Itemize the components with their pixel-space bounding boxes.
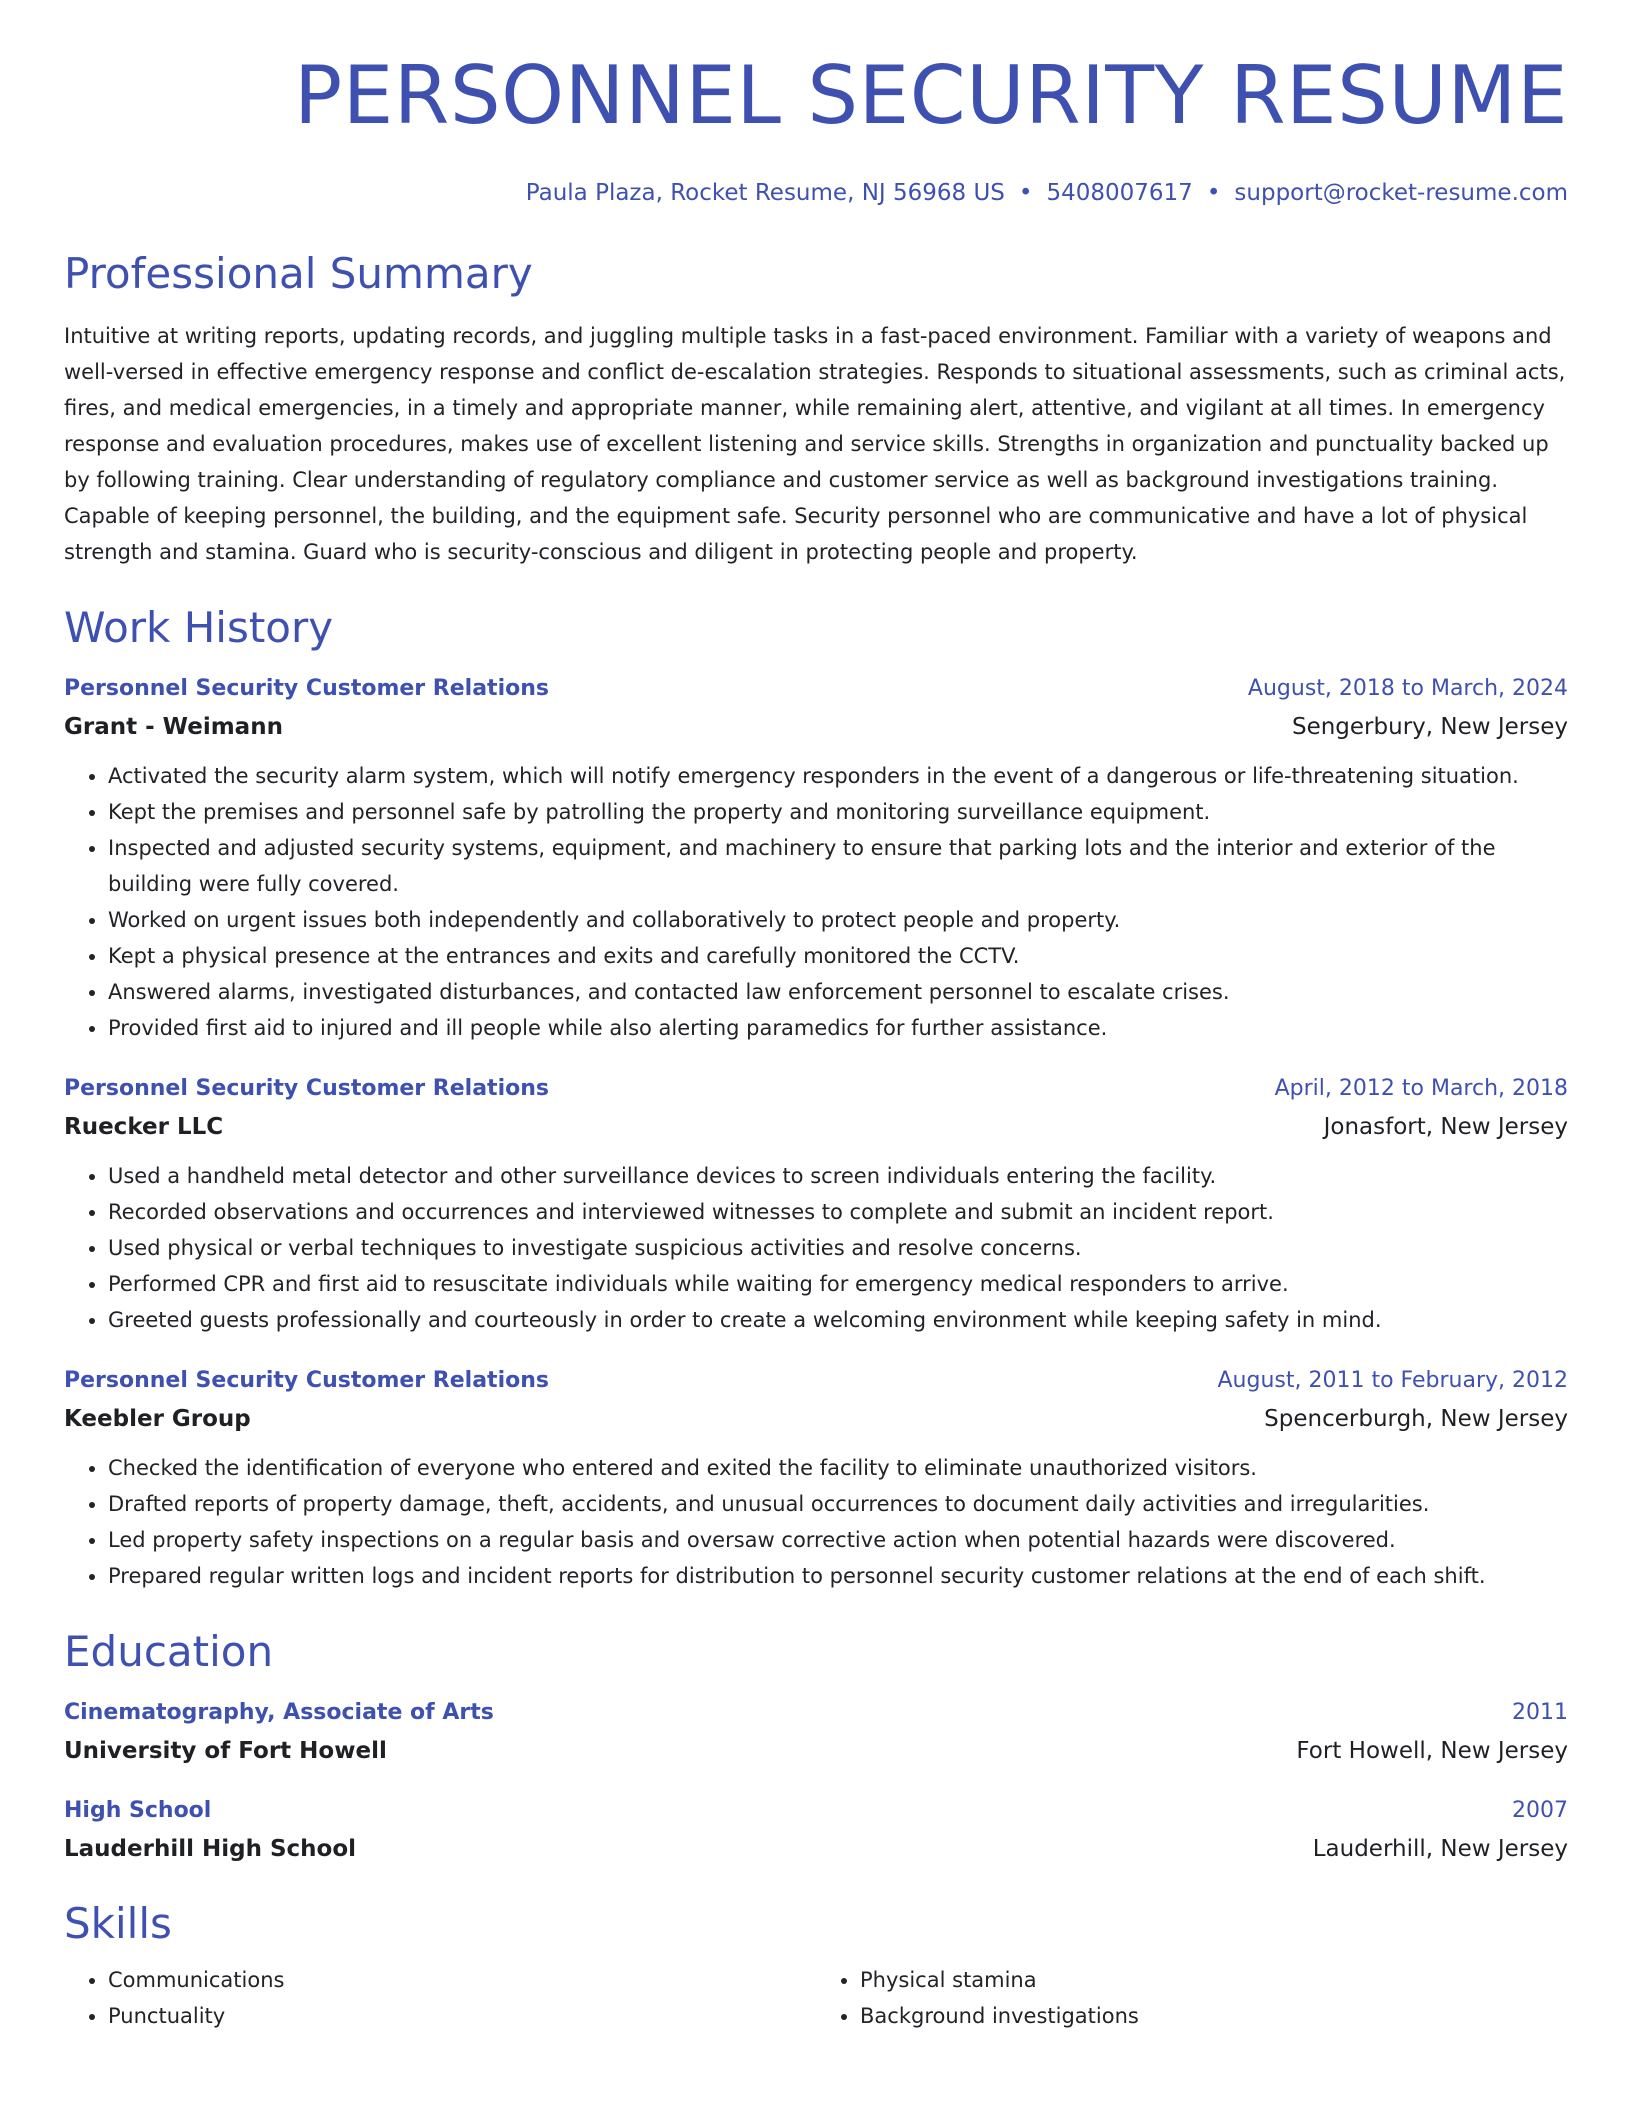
job-bullet: • Answered alarms, investigated disturbances, and contacted law enforcement personnel to escalate crises.: [108, 974, 1568, 1010]
job-bullet: • Recorded observations and occurrences and interviewed witnesses to complete and submit an incident report.: [108, 1194, 1568, 1230]
resume-title: PERSONNEL SECURITY RESUME: [294, 49, 1568, 142]
education-school: Lauderhill High School: [64, 1836, 357, 1862]
skill-item: • Punctuality: [108, 1998, 816, 2034]
education-entry: [64, 1796, 1568, 1866]
contact-phone: 5408007617: [1046, 180, 1193, 206]
job-bullet: • Greeted guests professionally and courteously in order to create a welcoming environment while keeping safety in mind.: [108, 1302, 1568, 1338]
job-entry: [64, 1366, 1568, 1594]
skills-list: [64, 1962, 1568, 2034]
work-history-heading: Work History: [64, 603, 334, 652]
education-year: 2007: [1512, 1798, 1568, 1823]
skills-heading: Skills: [64, 1899, 172, 1948]
job-bullet: • Inspected and adjusted security systems, equipment, and machinery to ensure that parking lots and the interior and exterior of the building were fully covered.: [108, 830, 1568, 902]
education-heading: Education: [64, 1627, 274, 1676]
contact-line: [64, 178, 1568, 208]
job-location: Jonasfort, New Jersey: [1323, 1114, 1568, 1140]
job-bullet: • Worked on urgent issues both independently and collaboratively to protect people and property.: [108, 902, 1568, 938]
job-company: Grant - Weimann: [64, 714, 283, 740]
job-title: Personnel Security Customer Relations: [64, 676, 549, 701]
education-degree: High School: [64, 1798, 212, 1823]
contact-address: Paula Plaza, Rocket Resume, NJ 56968 US: [525, 180, 1005, 206]
job-bullet: • Performed CPR and first aid to resuscitate individuals while waiting for emergency medical responders to arrive.: [108, 1266, 1568, 1302]
job-bullets: [64, 1158, 1568, 1338]
job-bullet: • Checked the identification of everyone who entered and exited the facility to eliminate unauthorized visitors.: [108, 1450, 1568, 1486]
contact-separator: •: [1018, 180, 1033, 206]
skills-column-left: [64, 1962, 816, 2034]
skill-item: • Physical stamina: [860, 1962, 1568, 1998]
contact-separator: •: [1206, 180, 1221, 206]
education-entry: [64, 1698, 1568, 1768]
job-title: Personnel Security Customer Relations: [64, 1368, 549, 1393]
job-location: Sengerbury, New Jersey: [1291, 714, 1568, 740]
job-bullet: • Provided first aid to injured and ill people while also alerting paramedics for further assistance.: [108, 1010, 1568, 1046]
education-location: Lauderhill, New Jersey: [1312, 1836, 1568, 1862]
job-bullets: [64, 758, 1568, 1046]
skill-item: • Communications: [108, 1962, 816, 1998]
education-location: Fort Howell, New Jersey: [1296, 1738, 1568, 1764]
job-dates: April, 2012 to March, 2018: [1274, 1076, 1568, 1101]
summary-heading: Professional Summary: [64, 249, 533, 298]
contact-email: support@rocket-resume.com: [1234, 180, 1568, 206]
education-school: University of Fort Howell: [64, 1738, 387, 1764]
skills-column-right: [816, 1962, 1568, 2034]
job-dates: August, 2018 to March, 2024: [1247, 676, 1568, 701]
job-dates: August, 2011 to February, 2012: [1217, 1368, 1568, 1393]
job-bullet: • Used a handheld metal detector and other surveillance devices to screen individuals entering the facility.: [108, 1158, 1568, 1194]
job-bullet: • Led property safety inspections on a regular basis and oversaw corrective action when potential hazards were discovered.: [108, 1522, 1568, 1558]
job-bullet: • Used physical or verbal techniques to investigate suspicious activities and resolve concerns.: [108, 1230, 1568, 1266]
job-entry: [64, 1074, 1568, 1338]
job-bullet: • Drafted reports of property damage, theft, accidents, and unusual occurrences to document daily activities and irregularities.: [108, 1486, 1568, 1522]
job-bullet: • Prepared regular written logs and incident reports for distribution to personnel security customer relations at the end of each shift.: [108, 1558, 1568, 1594]
resume-page: [64, 0, 1568, 2034]
education-degree: Cinematography, Associate of Arts: [64, 1700, 494, 1725]
summary-text: Intuitive at writing reports, updating records, and juggling multiple tasks in a fast-paced environment. Familiar with a variety of weapons and well-versed in effective emergency response and conflict de-escalation strategies. Responds to situational assessments, such as criminal acts, fires, and medical emergencies, in a timely and appropriate manner, while remaining alert, attentive, and vigilant at all times. In emergency response and evaluation procedures, makes use of excellent listening and service skills. Strengths in organization and punctuality backed up by following training. Clear understanding of regulatory compliance and customer service as well as background investigations training. Capable of keeping personnel, the building, and the equipment safe. Security personnel who are communicative and have a lot of physical strength and stamina. Guard who is security-conscious and diligent in protecting people and property.: [64, 324, 1566, 564]
job-entry: [64, 674, 1568, 1046]
skill-item: • Background investigations: [860, 1998, 1568, 2034]
education-year: 2011: [1512, 1700, 1568, 1725]
job-location: Spencerburgh, New Jersey: [1264, 1406, 1568, 1432]
job-company: Keebler Group: [64, 1406, 251, 1432]
job-bullet: • Kept a physical presence at the entrances and exits and carefully monitored the CCTV.: [108, 938, 1568, 974]
job-company: Ruecker LLC: [64, 1114, 224, 1140]
job-bullets: [64, 1450, 1568, 1594]
job-bullet: • Activated the security alarm system, which will notify emergency responders in the event of a dangerous or life-threatening situation.: [108, 758, 1568, 794]
job-bullet: • Kept the premises and personnel safe by patrolling the property and monitoring surveillance equipment.: [108, 794, 1568, 830]
job-title: Personnel Security Customer Relations: [64, 1076, 549, 1101]
